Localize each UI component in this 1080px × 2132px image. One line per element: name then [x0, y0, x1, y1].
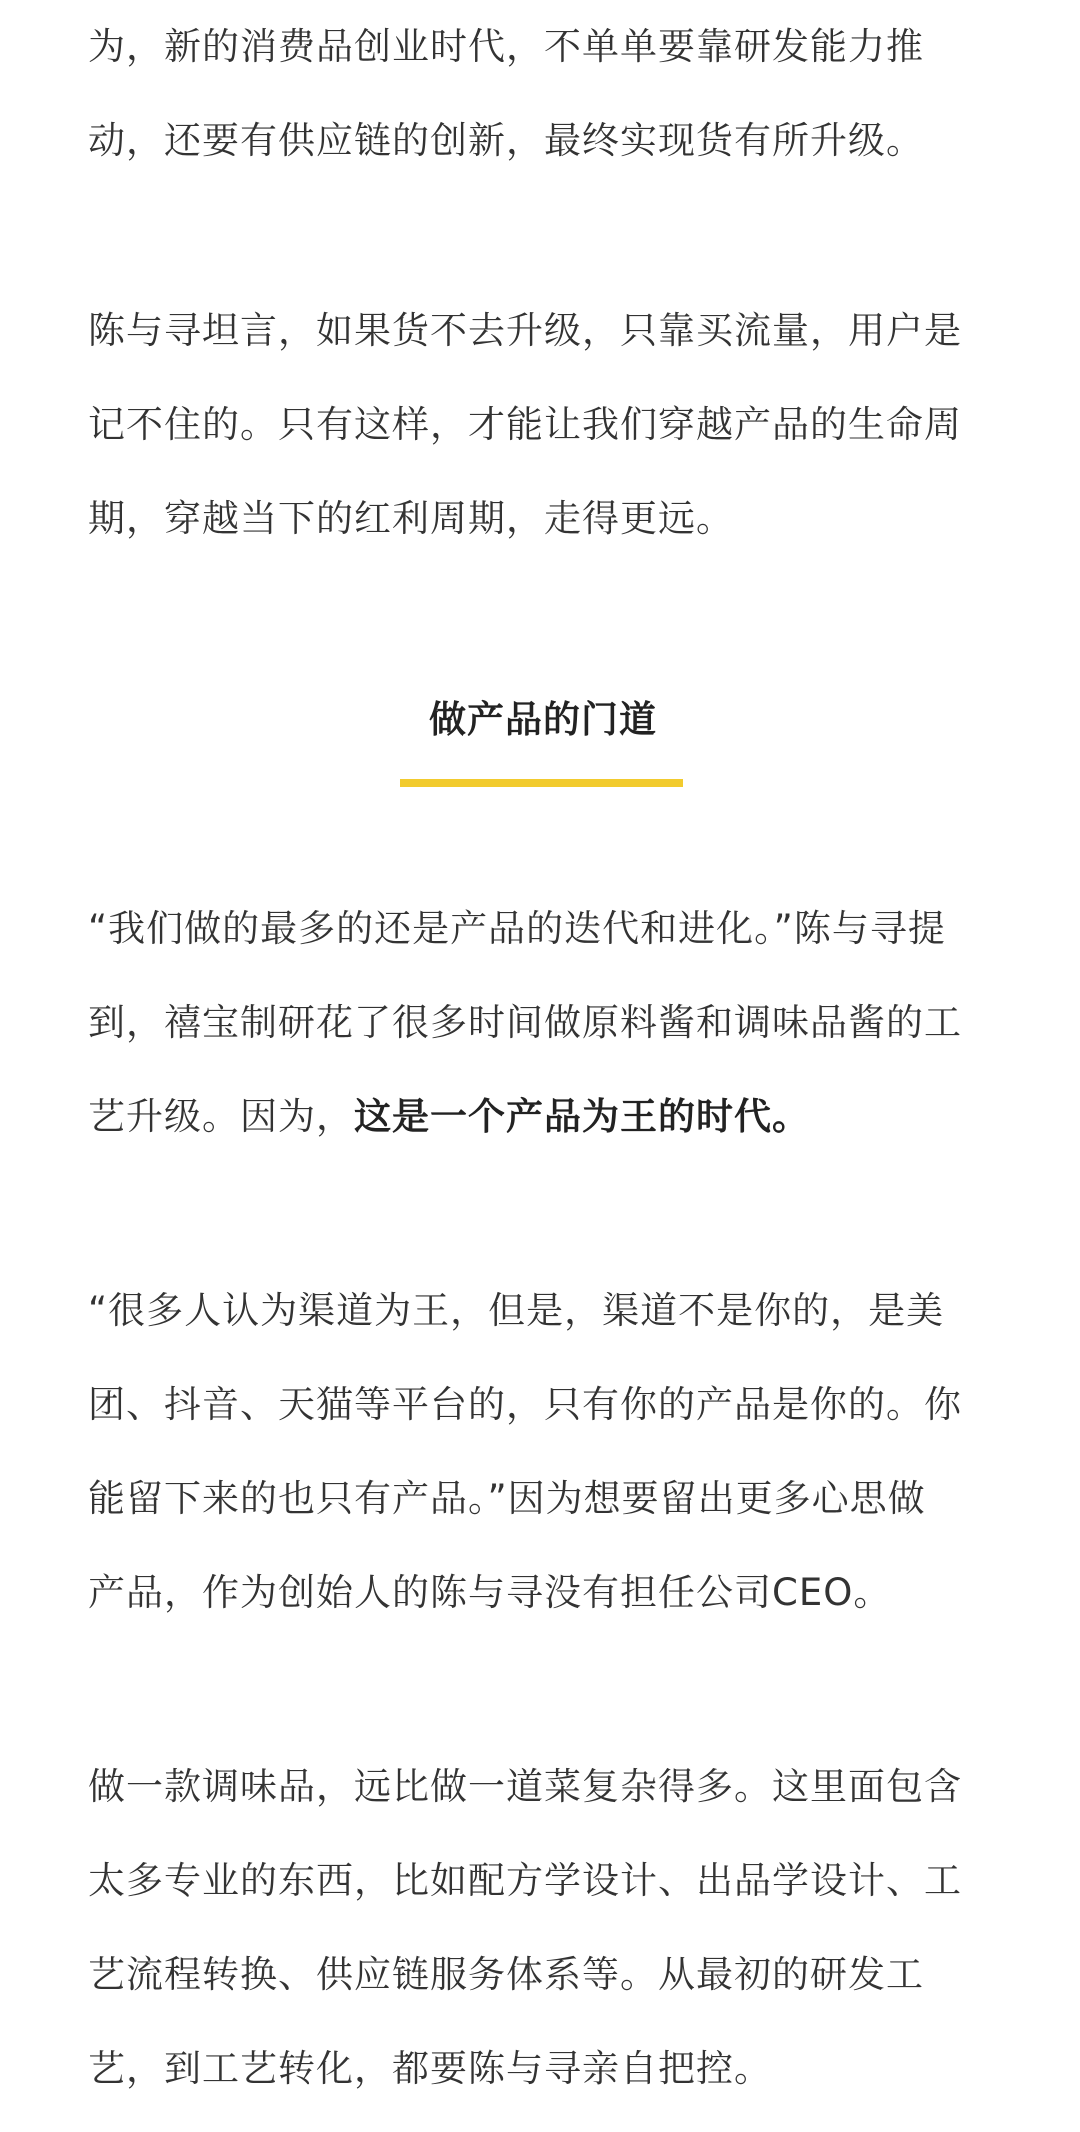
- text-line: “很多人认为渠道为王，但是，渠道不是你的，是美: [88, 1289, 945, 1332]
- text-line: 艺升级。因为，: [88, 1095, 354, 1138]
- paragraph-seasoning-complexity: [88, 1740, 962, 2116]
- text-line: 期，穿越当下的红利周期，走得更远。: [88, 497, 734, 540]
- text-line: 陈与寻坦言，如果货不去升级，只靠买流量，用户是: [88, 309, 962, 352]
- paragraph-channel-quote: [88, 1264, 962, 1640]
- text-line: 团、抖音、天猫等平台的，只有你的产品是你的。你: [88, 1383, 962, 1426]
- text-line: 艺流程转换、供应链服务体系等。从最初的研发工: [88, 1953, 924, 1996]
- text-line: “我们做的最多的还是产品的迭代和进化。”陈与寻提: [88, 907, 946, 950]
- text-line: 能留下来的也只有产品。”因为想要留出更多心思做: [88, 1477, 926, 1520]
- section-heading-block: [88, 682, 998, 758]
- text-line: 动，还要有供应链的创新，最终实现货有所升级。: [88, 119, 924, 162]
- heading-underline-bar: [400, 779, 683, 787]
- text-line: 产品，作为创始人的陈与寻没有担任公司CEO。: [88, 1571, 892, 1614]
- text-line: 为，新的消费品创业时代，不单单要靠研发能力推: [88, 25, 924, 68]
- bold-emphasis: 这是一个产品为王的时代。: [354, 1095, 810, 1138]
- paragraph-upgrade: [88, 284, 962, 566]
- text-line: 记不住的。只有这样，才能让我们穿越产品的生命周: [88, 403, 962, 446]
- paragraph-product-iteration: [88, 882, 962, 1164]
- text-line: 到，禧宝制研花了很多时间做原料酱和调味品酱的工: [88, 1001, 962, 1044]
- text-line: 艺，到工艺转化，都要陈与寻亲自把控。: [88, 2047, 772, 2090]
- text-line: 做一款调味品，远比做一道菜复杂得多。这里面包含: [88, 1765, 962, 1808]
- text-line: 太多专业的东西，比如配方学设计、出品学设计、工: [88, 1859, 962, 1902]
- section-heading: 做产品的门道: [429, 698, 657, 741]
- paragraph-supply-chain: [88, 0, 924, 188]
